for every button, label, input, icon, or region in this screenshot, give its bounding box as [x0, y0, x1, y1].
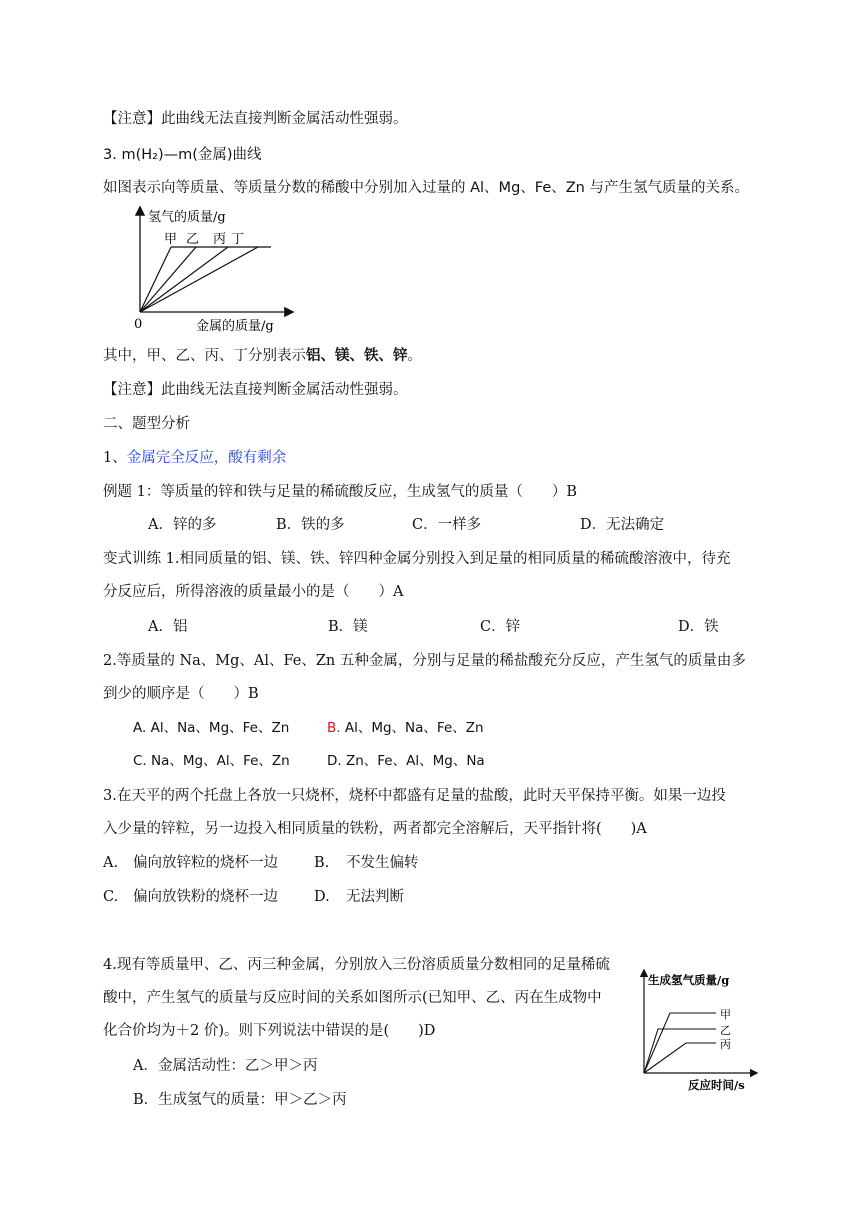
series-line-yi — [140, 247, 196, 312]
section-3-legend — [103, 346, 422, 366]
series-line-jia — [140, 247, 171, 312]
legend-prefix: 其中，甲、乙、丙、丁分别表示 — [103, 348, 306, 364]
variant-1-option-b: B．镁 — [328, 619, 368, 635]
question-4-line-2: 酸中，产生氢气的质量与反应时间的关系如图所示(已知甲、乙、丙在生成物中 — [103, 990, 602, 1006]
figure-h2-vs-time — [630, 965, 760, 1097]
question-2-option-b-text: Al、Mg、Na、Fe、Zn — [340, 720, 484, 736]
question-3-option-b-text: 不发生偏转 — [346, 855, 419, 871]
series-line-bing — [140, 247, 228, 312]
series-label-jia: 甲 — [164, 232, 178, 247]
note-2: 【注意】此曲线无法直接判断金属活动性强弱。 — [103, 382, 408, 398]
example-1-question: 例题 1：等质量的锌和铁与足量的稀硫酸反应，生成氢气的质量（ ）B — [103, 484, 577, 500]
question-3-option-d-text: 无法判断 — [346, 889, 404, 905]
variant-1-question-line-1: 变式训练 1.相同质量的铝、镁、铁、锌四种金属分别投入到足量的相同质量的稀硫酸溶液中，待充 — [103, 551, 731, 567]
question-2-option-d: D. Zn、Fe、Al、Mg、Na — [327, 753, 485, 769]
case-1-number: 1、 — [103, 450, 127, 466]
case-1-title: 金属完全反应，酸有剩余 — [126, 450, 287, 466]
question-3-line-2: 入少量的锌粒，另一边投入相同质量的铁粉，两者都完全溶解后，天平指针将( )A — [103, 821, 647, 837]
legend-suffix: 。 — [407, 348, 422, 364]
example-1-option-b: B．铁的多 — [276, 517, 345, 533]
series-line-ding — [140, 247, 258, 312]
variant-1-option-d: D．铁 — [678, 619, 719, 635]
question-3-option-c-text: 偏向放铁粉的烧杯一边 — [133, 889, 278, 905]
question-3-option-a-letter: A. — [103, 855, 119, 871]
question-3-option-d — [314, 887, 404, 907]
section-3-desc: 如图表示向等质量、等质量分数的稀酸中分别加入过量的 Al、Mg、Fe、Zn 与产生氢气质量的关系。 — [103, 180, 749, 196]
x-axis-label: 金属的质量/g — [196, 319, 274, 334]
series-label-jia: 甲 — [720, 1008, 731, 1021]
y-axis-label: 氢气的质量/g — [148, 210, 226, 225]
question-4-line-1: 4.现有等质量甲、乙、丙三种金属，分别放入三份溶质质量分数相同的足量稀硫 — [103, 957, 610, 973]
variant-1-option-c: C．锌 — [480, 619, 521, 635]
question-3-line-1: 3.在天平的两个托盘上各放一只烧杯，烧杯中都盛有足量的盐酸，此时天平保持平衡。如果一边投 — [103, 788, 726, 804]
question-3-option-a — [103, 853, 278, 873]
series-label-ding: 丁 — [231, 232, 245, 247]
origin-label: 0 — [134, 317, 143, 332]
question-3-option-b — [314, 853, 419, 873]
question-4-option-b: B．生成氢气的质量：甲＞乙＞丙 — [133, 1092, 347, 1108]
series-label-bing: 丙 — [720, 1038, 731, 1051]
example-1-option-d: D．无法确定 — [580, 517, 665, 533]
question-3-option-b-letter: B. — [314, 855, 330, 871]
question-2-option-b — [327, 718, 484, 738]
question-3-option-a-text: 偏向放锌粒的烧杯一边 — [133, 855, 278, 871]
question-3-option-c — [103, 887, 278, 907]
question-4-option-a: A．金属活动性：乙＞甲＞丙 — [133, 1058, 318, 1074]
figure-h2-vs-metal-mass — [120, 200, 300, 340]
question-2-option-a: A. Al、Na、Mg、Fe、Zn — [133, 720, 290, 736]
series-line-yi — [644, 1029, 716, 1073]
legend-metals: 铝、镁、铁、锌 — [306, 347, 408, 364]
example-1-option-c: C．一样多 — [412, 517, 482, 533]
question-2-option-c: C. Na、Mg、Al、Fe、Zn — [133, 753, 290, 769]
question-3-option-d-letter: D. — [314, 889, 330, 905]
x-axis-label: 反应时间/s — [688, 1078, 745, 1092]
series-label-yi: 乙 — [186, 232, 200, 247]
example-1-option-a: A．锌的多 — [148, 517, 217, 533]
section-3-title: 3. m(H₂)—m(金属)曲线 — [103, 147, 262, 163]
question-3-option-c-letter: C. — [103, 889, 119, 905]
question-2-line-1: 2.等质量的 Na、Mg、Al、Fe、Zn 五种金属，分别与足量的稀盐酸充分反应，产生氢气的质量由多 — [103, 653, 746, 669]
question-2-option-b-letter: B. — [327, 720, 341, 736]
series-label-yi: 乙 — [720, 1024, 731, 1037]
y-axis-label: 生成氢气质量/g — [648, 973, 730, 987]
question-4-line-3: 化合价均为＋2 价)。则下列说法中错误的是( )D — [103, 1023, 436, 1039]
variant-1-option-a: A．铝 — [148, 619, 188, 635]
part-2-title: 二、题型分析 — [103, 416, 190, 432]
series-label-bing: 丙 — [213, 232, 227, 247]
note-1: 【注意】此曲线无法直接判断金属活动性强弱。 — [103, 111, 408, 127]
case-1-heading — [103, 448, 286, 468]
question-2-line-2: 到少的顺序是（ ）B — [103, 686, 259, 702]
variant-1-question-line-2: 分反应后，所得溶液的质量最小的是（ ）A — [103, 584, 404, 600]
